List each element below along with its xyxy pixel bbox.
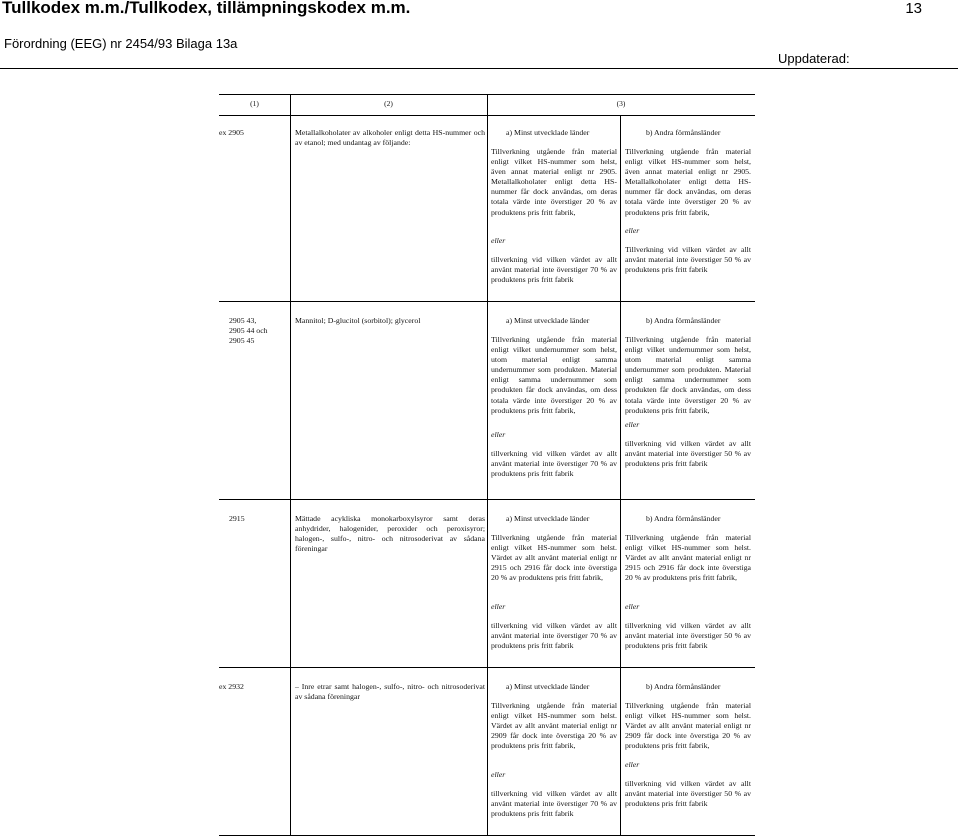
rule-text: Tillverkning utgående från material enligt vilket undernummer som helst, utom material enligt samma undernummer som produkten. Material enligt samma undernummer som produkten får dock användas, om dess totala värde inte överstiger 20 % av produktens pris fritt fabrik, xyxy=(625,335,751,415)
rule-text: Tillverkning utgående från material enligt vilket HS-nummer som helst. Värdet av allt använt material enligt nr 2915 och 2916 får dock inte överstiga 20 % av produktens pris fritt fabrik, xyxy=(491,533,617,583)
other-beneficiary-label: b) Andra förmånsländer xyxy=(646,514,721,523)
rule-text: tillverkning vid vilken värdet av allt använt material inte överstiger 50 % av produktens pris fritt fabrik xyxy=(625,779,751,809)
rule-text: tillverkning vid vilken värdet av allt använt material inte överstiger 70 % av produktens pris fritt fabrik xyxy=(491,255,617,285)
rule-text: Tillverkning utgående från material enligt vilket HS-nummer som helst. Värdet av allt använt material enligt nr 2909 får dock inte överstiga 20 % av produktens pris fritt fabrik, xyxy=(491,701,617,751)
other-beneficiary-label: b) Andra förmånsländer xyxy=(646,682,721,691)
other-beneficiary-label: b) Andra förmånsländer xyxy=(646,128,721,137)
product-description: – Inre etrar samt halogen-, sulfo-, nitro- och nitrosoderivat av sådana föreningar xyxy=(295,682,485,702)
eller-label: eller xyxy=(625,226,640,235)
least-developed-label: a) Minst utvecklade länder xyxy=(506,128,590,137)
hs-heading: 2905 43, 2905 44 och 2905 45 xyxy=(229,316,268,346)
hs-heading: 2915 xyxy=(229,514,245,523)
rule-text: Tillverkning utgående från material enligt vilket HS-nummer som helst. Värdet av allt använt material enligt nr 2915 och 2916 får dock inte överstiga 20 % av produktens pris fritt fabrik, xyxy=(625,533,751,583)
section-divider xyxy=(219,499,755,500)
column-number: (3) xyxy=(616,99,626,108)
eller-label: eller xyxy=(491,770,506,779)
document-title: Tullkodex m.m./Tullkodex, tillämpningskodex m.m. xyxy=(2,0,411,17)
other-beneficiary-label: b) Andra förmånsländer xyxy=(646,316,721,325)
rule-text: Tillverkning utgående från material enligt vilket HS-nummer som helst. Värdet av allt använt material enligt nr 2909 får dock inte överstiga 20 % av produktens pris fritt fabrik, xyxy=(625,701,751,751)
section-divider xyxy=(219,667,755,668)
column-divider xyxy=(620,115,621,836)
least-developed-label: a) Minst utvecklade länder xyxy=(506,682,590,691)
column-divider xyxy=(290,94,291,836)
rule-text: Tillverkning vid vilken värdet av allt använt material inte överstiger 50 % av produktens pris fritt fabrik xyxy=(625,245,751,275)
column-divider xyxy=(487,94,488,836)
product-description: Mättade acykliska monokarboxylsyror samt deras anhydrider, halogenider, peroxider och peroxisyror; halogen-, sulfo-, nitro- och nitrosoderivat av sådana föreningar xyxy=(295,514,485,554)
rule-text: tillverkning vid vilken värdet av allt använt material inte överstiger 70 % av produktens pris fritt fabrik xyxy=(491,449,617,479)
column-number: (2) xyxy=(384,99,393,108)
least-developed-label: a) Minst utvecklade länder xyxy=(506,316,590,325)
eller-label: eller xyxy=(625,602,640,611)
page-number: 13 xyxy=(905,0,922,17)
rule-text: Tillverkning utgående från material enligt vilket undernummer som helst, utom material enligt samma undernummer som produkten. Material enligt samma undernummer som produkten får dock användas, om dess totala värde inte överstiger 20 % av produktens pris fritt fabrik, xyxy=(491,335,617,415)
rule-text: tillverkning vid vilken värdet av allt använt material inte överstiger 70 % av produktens pris fritt fabrik xyxy=(491,621,617,651)
origin-rules-table xyxy=(219,94,755,836)
hs-heading: ex 2905 xyxy=(219,128,244,137)
page-header xyxy=(0,0,960,70)
eller-label: eller xyxy=(491,430,506,439)
least-developed-label: a) Minst utvecklade länder xyxy=(506,514,590,523)
rule-text: Tillverkning utgående från material enligt vilket HS-nummer som helst, även annat material enligt nr 2905. Metallalkoholater enligt detta HS-nummer får dock användas, om deras totala värde inte överstiger 20 % av produktens pris fritt fabrik, xyxy=(625,147,751,217)
eller-label: eller xyxy=(625,760,640,769)
eller-label: eller xyxy=(491,602,506,611)
section-divider xyxy=(219,301,755,302)
header-rule xyxy=(0,68,958,69)
hs-heading: ex 2932 xyxy=(219,682,244,691)
eller-label: eller xyxy=(625,420,640,429)
rule-text: tillverkning vid vilken värdet av allt använt material inte överstiger 70 % av produktens pris fritt fabrik xyxy=(491,789,617,819)
regulation-subtitle: Förordning (EEG) nr 2454/93 Bilaga 13a xyxy=(4,36,238,51)
column-number: (1) xyxy=(250,99,259,108)
rule-text: tillverkning vid vilken värdet av allt använt material inte överstiger 50 % av produktens pris fritt fabrik xyxy=(625,439,751,469)
product-description: Mannitol; D-glucitol (sorbitol); glycerol xyxy=(295,316,421,325)
eller-label: eller xyxy=(491,236,506,245)
rule-text: tillverkning vid vilken värdet av allt använt material inte överstiger 50 % av produktens pris fritt fabrik xyxy=(625,621,751,651)
updated-label: Uppdaterad: xyxy=(778,51,850,66)
rule-text: Tillverkning utgående från material enligt vilket HS-nummer som helst, även annat material enligt nr 2905. Metallalkoholater enligt detta HS-nummer får dock användas, om deras totala värde inte överstiger 20 % av produktens pris fritt fabrik, xyxy=(491,147,617,217)
table-bottom-rule xyxy=(219,835,755,836)
product-description: Metallalkoholater av alkoholer enligt detta HS-nummer och av etanol; med undantag av följande: xyxy=(295,128,485,148)
